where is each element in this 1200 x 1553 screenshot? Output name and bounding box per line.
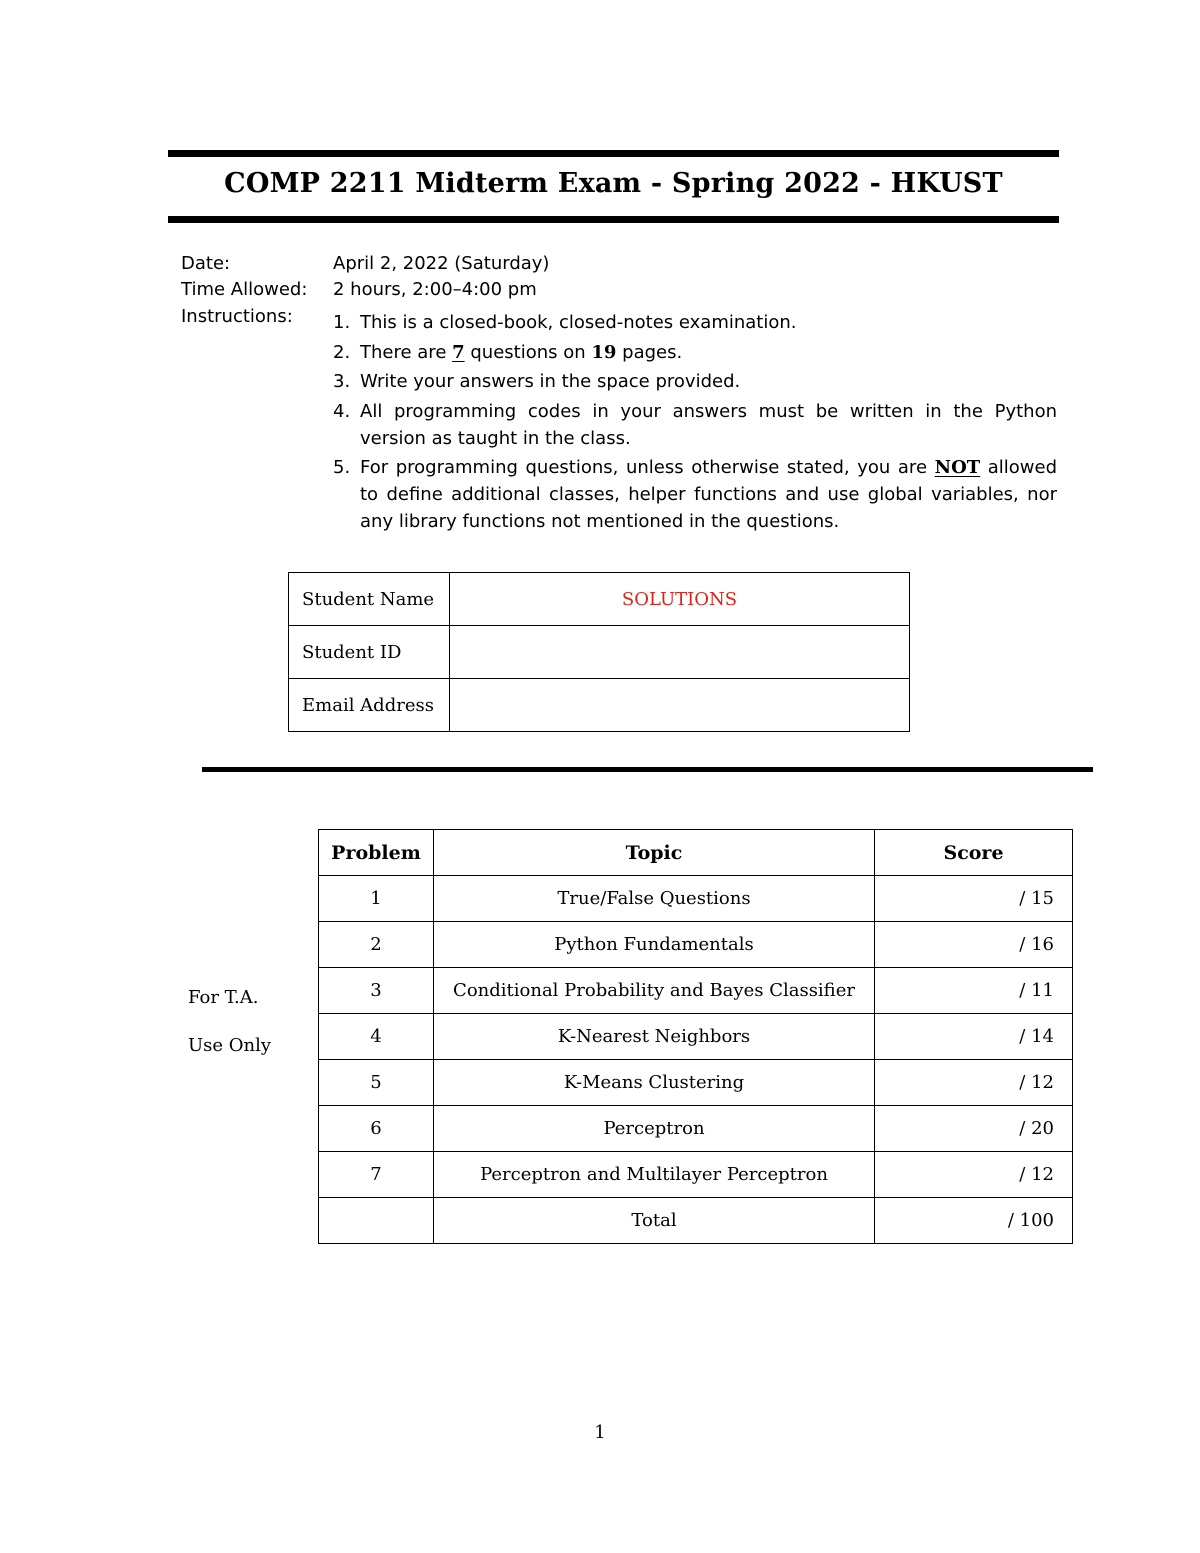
problem-number: 4 — [319, 1014, 434, 1060]
table-row — [319, 968, 1073, 1014]
not-emphasis: NOT — [934, 457, 981, 478]
instruction-number: 5. — [333, 457, 351, 478]
table-row — [319, 1014, 1073, 1060]
problem-topic: Conditional Probability and Bayes Classifier — [434, 968, 875, 1014]
total-score[interactable]: / 100 — [875, 1198, 1073, 1244]
page-count: 19 — [591, 342, 617, 363]
problem-score[interactable]: / 14 — [875, 1014, 1073, 1060]
problem-topic: Python Fundamentals — [434, 922, 875, 968]
instruction-text — [360, 339, 1057, 366]
student-name-field[interactable]: SOLUTIONS — [450, 573, 910, 626]
student-id-field[interactable] — [450, 626, 910, 679]
title-top-rule — [168, 150, 1059, 157]
problem-header: Problem — [319, 830, 434, 876]
problem-score[interactable]: / 20 — [875, 1106, 1073, 1152]
score-header: Score — [875, 830, 1073, 876]
instruction-number: 2. — [333, 342, 351, 363]
table-header-row — [319, 830, 1073, 876]
table-row — [289, 679, 910, 732]
email-address-field[interactable] — [450, 679, 910, 732]
question-count: 7 — [452, 342, 465, 363]
time-allowed-value: 2 hours, 2:00–4:00 pm — [333, 279, 537, 300]
problem-topic: K-Nearest Neighbors — [434, 1014, 875, 1060]
problem-number: 7 — [319, 1152, 434, 1198]
table-row — [319, 1106, 1073, 1152]
table-row — [319, 876, 1073, 922]
time-allowed-label: Time Allowed: — [181, 279, 308, 300]
date-label: Date: — [181, 253, 231, 274]
instruction-text-part: allowed to define additional classes, helper functions and use global variables, nor any library functions not mentioned in the questions. — [360, 457, 1057, 532]
table-row — [289, 573, 910, 626]
table-row — [319, 1060, 1073, 1106]
instruction-number: 3. — [333, 371, 351, 392]
instructions-label: Instructions: — [181, 306, 293, 327]
problem-topic: True/False Questions — [434, 876, 875, 922]
instruction-text-part: pages. — [616, 342, 683, 363]
instruction-text: Write your answers in the space provided. — [360, 371, 741, 392]
problem-score[interactable]: / 12 — [875, 1152, 1073, 1198]
instruction-text-part: questions on — [464, 342, 592, 363]
problem-topic: Perceptron and Multilayer Perceptron — [434, 1152, 875, 1198]
student-id-label: Student ID — [289, 626, 450, 679]
score-table — [318, 829, 1073, 1244]
instruction-text — [360, 454, 1057, 535]
problem-score[interactable]: / 15 — [875, 876, 1073, 922]
problem-number: 5 — [319, 1060, 434, 1106]
problem-number: 6 — [319, 1106, 434, 1152]
instruction-text: This is a closed-book, closed-notes examination. — [360, 312, 797, 333]
instruction-text: All programming codes in your answers must be written in the Python version as taught in the class. — [360, 401, 1057, 449]
total-label: Total — [434, 1198, 875, 1244]
email-address-label: Email Address — [289, 679, 450, 732]
instruction-number: 4. — [333, 401, 351, 422]
problem-score[interactable]: / 12 — [875, 1060, 1073, 1106]
topic-header: Topic — [434, 830, 875, 876]
problem-topic: Perceptron — [434, 1106, 875, 1152]
table-row — [319, 1152, 1073, 1198]
instruction-text-part: There are — [360, 342, 453, 363]
total-row — [319, 1198, 1073, 1244]
ta-note-line1: For T.A. — [188, 987, 259, 1008]
student-info-table — [288, 572, 910, 732]
section-divider — [202, 767, 1093, 772]
problem-score[interactable]: / 11 — [875, 968, 1073, 1014]
instruction-number: 1. — [333, 312, 351, 333]
date-value: April 2, 2022 (Saturday) — [333, 253, 550, 274]
total-problem-cell — [319, 1198, 434, 1244]
student-name-label: Student Name — [289, 573, 450, 626]
instructions-list — [333, 309, 1057, 539]
ta-note-line2: Use Only — [188, 1035, 272, 1056]
page-number: 1 — [594, 1422, 606, 1443]
problem-number: 2 — [319, 922, 434, 968]
instruction-text-part: For programming questions, unless otherwise stated, you are — [360, 457, 935, 478]
title-bottom-rule — [168, 216, 1059, 223]
problem-number: 3 — [319, 968, 434, 1014]
problem-topic: K-Means Clustering — [434, 1060, 875, 1106]
table-row — [289, 626, 910, 679]
table-row — [319, 922, 1073, 968]
page-title: COMP 2211 Midterm Exam - Spring 2022 - HKUST — [224, 168, 1003, 199]
problem-number: 1 — [319, 876, 434, 922]
problem-score[interactable]: / 16 — [875, 922, 1073, 968]
